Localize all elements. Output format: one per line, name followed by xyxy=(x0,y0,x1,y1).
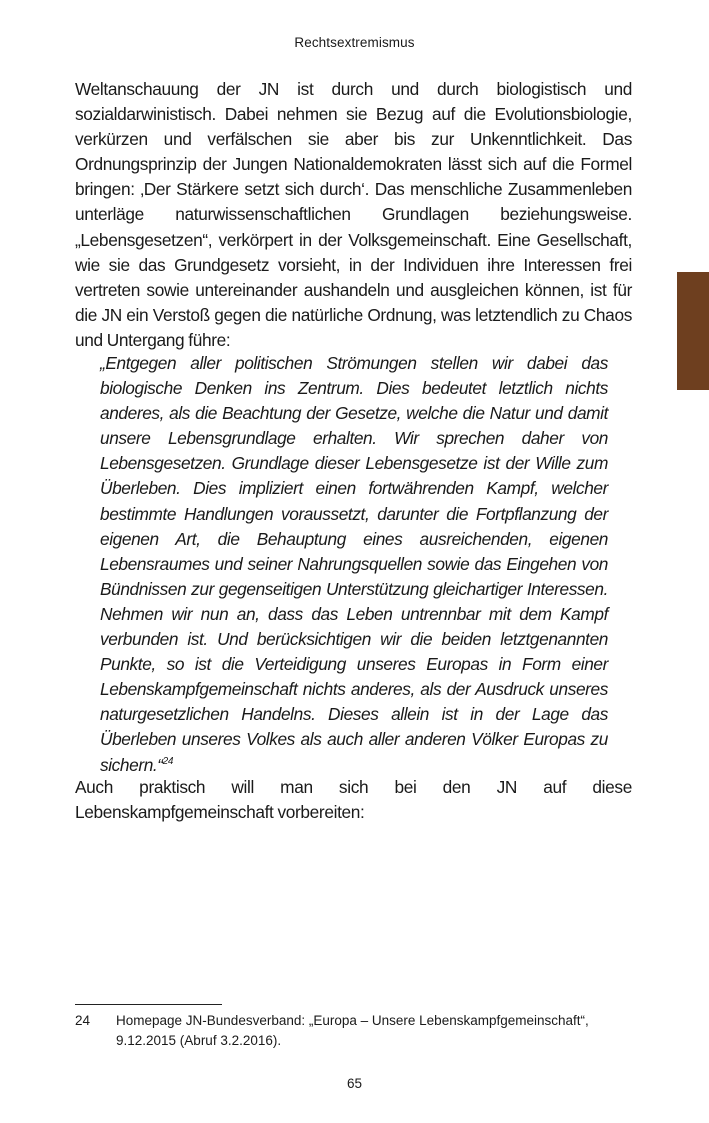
running-title: Rechtsextremismus xyxy=(294,35,415,50)
block-quote-text: „Entgegen aller politischen Strömungen stellen wir dabei das biologische Denken ins Zentrum. Dies bedeutet letztlich nichts anderes, als die Beachtung der Gesetze, welche die Natur und damit unsere Lebensgrundlage erhalten. Wir sprechen daher von Lebensgesetzen. Grundlage dieser Lebensgesetze ist der Wille zum Überleben. Dies impliziert einen fortwährenden Kampf, welcher bestimmte Handlungen voraussetzt, darunter die Fortpflanzung der eigenen Art, die Behauptung eines ausreichenden, eigenen Lebensraumes und seiner Nahrungsquellen sowie das Eingehen von Bündnissen zur gegenseitigen Unterstützung gleichartiger Interessen. Nehmen wir nun an, dass das Leben untrennbar mit dem Kampf verbunden ist. Und berücksichtigen wir die beiden letztgenannten Punkte, so ist die Verteidigung unseres Europas in Form einer Lebenskampfgemeinschaft nichts anderes, als der Ausdruck unseres naturgesetzlichen Handelns. Dieses allein ist in der Lage das Überleben unseres Volkes als auch aller anderen Völker Europas zu sichern.“ xyxy=(100,353,608,775)
block-quote xyxy=(100,351,608,778)
footnote-separator xyxy=(75,1004,222,1005)
body-paragraph-2: Auch praktisch will man sich bei den JN auf diese Lebenskampfgemeinschaft vorbereiten: xyxy=(75,777,632,823)
footnote-number: 24 xyxy=(75,1013,91,1028)
body-paragraph-1: Weltanschauung der JN ist durch und durch biologistisch und sozialdarwinistisch. Dabei nehmen sie Bezug auf die Evolutionsbiologie, verkürzen und verfälschen sie aber bis zur Unkenntlichkeit. Das Ordnungsprinzip der Jungen Nationaldemokraten lässt sich auf die Formel bringen: ‚Der Stärkere setzt sich durch‘. Das menschliche Zusammenleben unterläge naturwissenschaftlichen Grundlagen beziehungsweise. „Lebensgesetzen“, verkörpert in der Volksgemeinschaft. Eine Gesellschaft, wie sie das Grundgesetz vorsieht, in der Individuen ihre Interessen frei vertreten sowie untereinander aushandeln und ausgleichen können, ist für die JN ein Verstoß gegen die natürliche Ordnung, was letztendlich zu Chaos und Untergang führe: xyxy=(75,79,632,350)
footnote-24 xyxy=(75,1011,632,1050)
chapter-tab-marker xyxy=(677,272,709,390)
footnote-reference-24[interactable]: 24 xyxy=(162,755,173,767)
page-number: 65 xyxy=(346,1076,363,1091)
footnote-text: Homepage JN-Bundesverband: „Europa – Unsere Lebenskampfgemeinschaft“, 9.12.2015 (Abruf 3.2.2016). xyxy=(116,1013,589,1048)
